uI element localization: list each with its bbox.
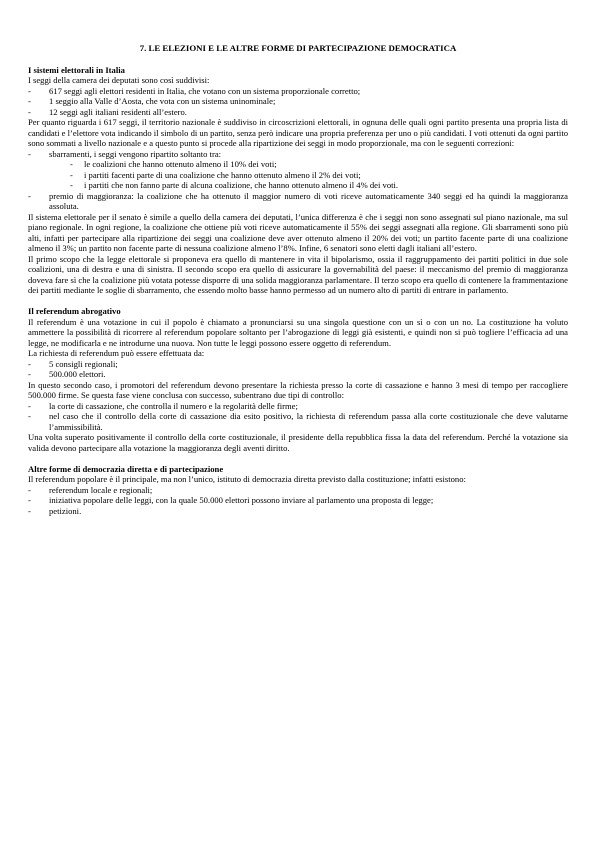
list-item: - la corte di cassazione, che controlla il numero e la regolarità delle firme; bbox=[28, 401, 568, 412]
section-electoral-systems bbox=[28, 65, 568, 296]
list-item: - 1 seggio alla Valle d’Aosta, che vota con un sistema uninominale; bbox=[28, 96, 568, 107]
paragraph: Per quanto riguarda i 617 seggi, il territorio nazionale è suddiviso in circoscrizioni elettorali, in ognuna delle quali ogni partito presenta una propria lista di candidati e l’elettore vota indicando il simbolo di un partito, senza però indicare una propria preferenza per uno o più candidati. I voti ottenuti da ogni partito sono sommati a livello nazionale e a questo punto si procede alla ripartizione dei seggi in modo proporzionale, ma con le seguenti correzioni: bbox=[28, 117, 568, 148]
section-direct-democracy bbox=[28, 464, 568, 517]
paragraph: Il primo scopo che la legge elettorale si proponeva era quello di mantenere in vita il bipolarismo, ossia il raggruppamento dei partiti politici in due sole coalizioni, una di destra e una di sinistra. Il secondo scopo era quello di assicurare la governabilità del paese: il meccanismo del premio di maggioranza doveva fare sì che la coalizione più votata potesse disporre di una solida maggioranza parlamentare. Il terzo scopo era quello di contenere la frammentazione dei partiti mediante le soglie di sbarramento, che essendo molto basse hanno permesso ad un numero alto di partiti di entrare in parlamento. bbox=[28, 253, 568, 295]
paragraph: La richiesta di referendum può essere effettuata da: bbox=[28, 348, 205, 358]
list-item: - 500.000 elettori. bbox=[28, 369, 568, 380]
paragraph: Il referendum popolare è il principale, ma non l’unico, istituto di democrazia diretta previsto dalla costituzione; infatti esistono: bbox=[28, 474, 466, 484]
paragraph: In questo secondo caso, i promotori del referendum devono presentare la richiesta presso la corte di cassazione e hanno 3 mesi di tempo per raccogliere 500.000 firme. Se questa fase viene conclusa con successo, subentrano due tipi di controllo: bbox=[28, 379, 568, 400]
sub-list-item: - i partiti facenti parte di una coalizione che hanno ottenuto almeno il 2% dei voti; bbox=[49, 170, 568, 181]
list-item: - 617 seggi agli elettori residenti in Italia, che votano con un sistema proporzionale corretto; bbox=[28, 86, 568, 97]
paragraph: Il referendum è una votazione in cui il popolo è chiamato a pronunciarsi su una singola questione con un sì o con un no. La costituzione ha voluto ammettere la possibilità di ricorrere al referendum popolare soltanto per l’abrogazione di leggi già esistenti, e quindi non si può togliere l’efficacia ad una legge, ne modificarla e ne introdurne una nuova. Non tutte le leggi possono essere oggetto di referendum. bbox=[28, 316, 568, 348]
bullet-list bbox=[28, 149, 568, 212]
list-item: - referendum locale e regionali; bbox=[28, 485, 568, 496]
section-referendum bbox=[28, 306, 568, 453]
list-item bbox=[28, 149, 568, 191]
list-item: - 12 seggi agli italiani residenti all’estero. bbox=[28, 107, 568, 118]
bullet-list bbox=[28, 359, 568, 380]
section-heading: Il referendum abrogativo bbox=[28, 306, 121, 316]
bullet-list bbox=[28, 401, 568, 433]
paragraph: Una volta superato positivamente il controllo della corte costituzionale, il presidente della repubblica fissa la data del referendum. Perché la votazione sia valida devono partecipare alla votazione la maggioranza degli aventi diritto. bbox=[28, 432, 568, 453]
list-item: - 5 consigli regionali; bbox=[28, 359, 568, 370]
list-item: - iniziativa popolare delle leggi, con la quale 50.000 elettori possono inviare al parlamento una proposta di legge; bbox=[28, 495, 568, 506]
sub-bullet-list bbox=[49, 159, 568, 191]
list-item: - premio di maggioranza: la coalizione che ha ottenuto il maggior numero di voti riceve automaticamente 340 seggi ed ha quindi la maggioranza assoluta. bbox=[28, 191, 568, 212]
list-item: - nel caso che il controllo della corte di cassazione dia esito positivo, la richiesta di referendum passa alla corte costituzionale che deve valutarne l’ammissibilità. bbox=[28, 411, 568, 432]
list-item: - petizioni. bbox=[28, 506, 568, 517]
section-heading: I sistemi elettorali in Italia bbox=[28, 64, 125, 75]
sub-list-item: - i partiti che non fanno parte di alcuna coalizione, che hanno ottenuto almeno il 4% dei voti. bbox=[49, 180, 568, 191]
paragraph: I seggi della camera dei deputati sono così suddivisi: bbox=[28, 75, 210, 85]
sub-list-item: - le coalizioni che hanno ottenuto almeno il 10% dei voti; bbox=[49, 159, 568, 170]
bullet-list bbox=[28, 86, 568, 118]
paragraph: Il sistema elettorale per il senato è simile a quello della camera dei deputati, l’unica differenza è che i seggi non sono assegnati sul piano nazionale, ma sul piano regionale. In ogni regione, la coalizione che ottiene più voti riceve automaticamente il 55% dei seggi assegnati alla regione. Gli sbarramenti sono più alti, infatti per partecipare alla ripartizione dei seggi una coalizione deve aver ottenuto almeno il 20% dei voti; un partito facente parte di una coalizione almeno il 3%; un partito non facente parte di nessuna coalizione almeno l’8%. Infine, 6 senatori sono eletti dagli italiani all’estero. bbox=[28, 211, 568, 253]
list-item-text: sbarramenti, i seggi vengono ripartito soltanto tra: bbox=[49, 148, 222, 159]
section-heading: Altre forme di democrazia diretta e di partecipazione bbox=[28, 463, 224, 474]
page-title: 7. LE ELEZIONI E LE ALTRE FORME DI PARTECIPAZIONE DEMOCRATICA bbox=[139, 43, 457, 53]
bullet-list bbox=[28, 485, 568, 517]
